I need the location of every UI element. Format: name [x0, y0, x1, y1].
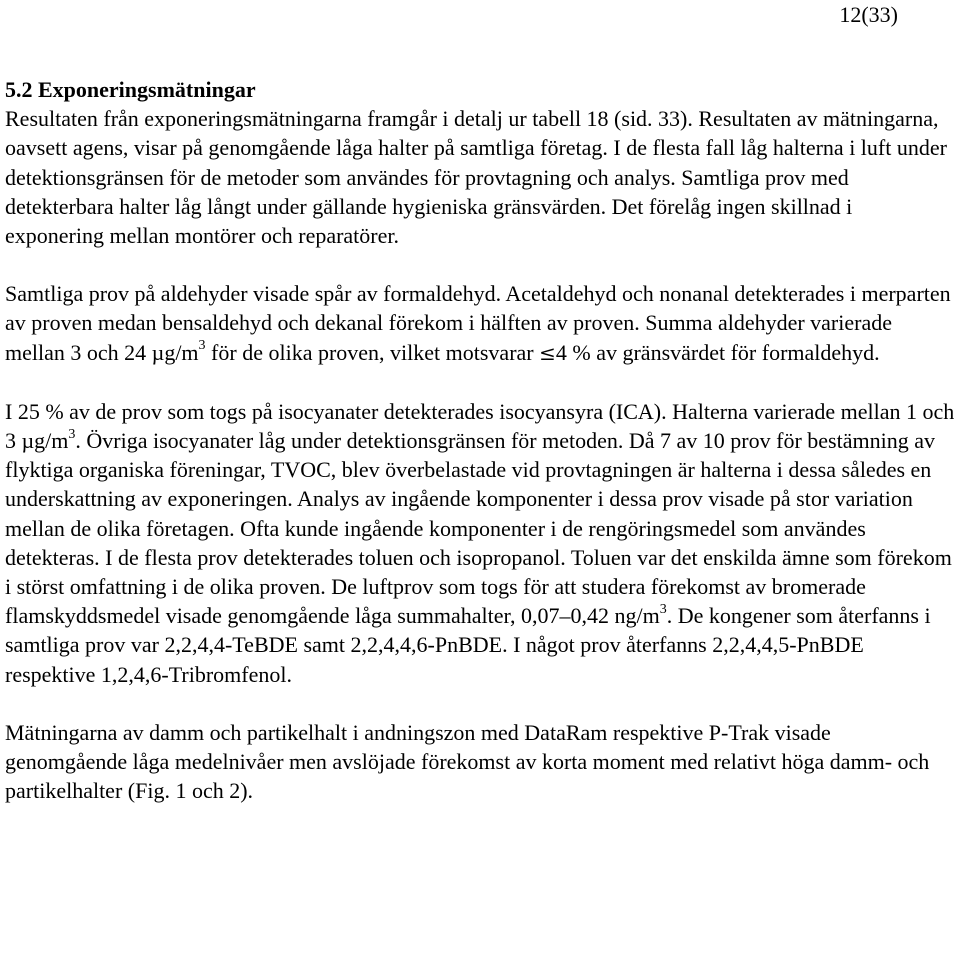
paragraph-text: 4 % av gränsvärdet för formaldehyd.: [555, 339, 880, 365]
paragraph-aldehydes: [5, 279, 955, 368]
paragraph-text: Resultaten från exponeringsmätningarna framgår i detalj ur tabell 18 (sid. 33). Resultaten av mätningarna, oavsett agens, visar på genomgående låga halter på samtliga företag. I de flesta fall låg halterna i luft under detektionsgränsen för de metoder som användes för provtagning och analys. Samtliga prov med detekterbara halter låg långt under gällande hygieniska gränsvärden. Det förelåg ingen skillnad i exponering mellan montörer och reparatörer.: [5, 106, 947, 249]
paragraph-results-overview: [5, 104, 955, 250]
page-number: 12(33): [839, 2, 898, 27]
paragraph-dust-particles: [5, 718, 955, 806]
superscript: 3: [659, 601, 667, 617]
paragraph-text: Samtliga prov på aldehyder visade spår av formaldehyd. Acetaldehyd och nonanal detekterades i merparten av proven medan bensaldehyd och dekanal förekom i hälften av proven. Summa aldehyder varierade mellan 3 och 24: [5, 281, 951, 365]
paragraph-isocyanates-voc-flame-retardants: [5, 397, 955, 689]
less-or-equal-symbol: ≤: [539, 340, 556, 365]
paragraph-text: för de olika proven, vilket motsvarar: [205, 339, 540, 365]
document-body: [5, 75, 955, 805]
superscript: 3: [198, 338, 206, 354]
paragraph-text: Mätningarna av damm och partikelhalt i andningszon med DataRam respektive P-Trak visade genomgående låga medelnivåer men avslöjade förekomst av korta moment med relativt höga damm- och partikelhalter (Fig. 1 och 2).: [5, 719, 930, 804]
unit-text: µg/m: [151, 339, 199, 365]
paragraph-text: . Övriga isocyanater låg under detektionsgränsen för metoden. Då 7 av 10 prov för bestämning av flyktiga organiska föreningar, TVOC, blev överbelastade vid provtagningen är halterna i dessa således en underskattning av exponeringen. Analys av ingående komponenter i dessa prov visade på stor variation mellan de olika företagen. Ofta kunde ingående komponenter i de rengöringsmedel som användes detekteras. I de flesta prov detekterades toluen och isopropanol. Toluen var det enskilda ämne som förekom i störst omfattning i de olika proven. De luftprov som togs för att studera förekomst av bromerade flamskyddsmedel visade genomgående låga summahalter, 0,07–0,42 ng/m: [5, 428, 952, 629]
paragraph-text: I 25 % av de prov som togs på isocyanater detekterades isocyansyra (ICA). Halterna varierade mellan 1 och 3: [5, 398, 955, 454]
section-heading: 5.2 Exponeringsmätningar: [5, 77, 256, 102]
unit-text: µg/m: [21, 428, 69, 454]
paragraph-text: . De kongener som återfanns i samtliga prov var 2,2,4,4-TeBDE samt 2,2,4,4,6-PnBDE. I något prov återfanns 2,2,4,4,5-PnBDE respektive 1,2,4,6-Tribromfenol.: [5, 603, 931, 687]
superscript: 3: [68, 426, 76, 442]
